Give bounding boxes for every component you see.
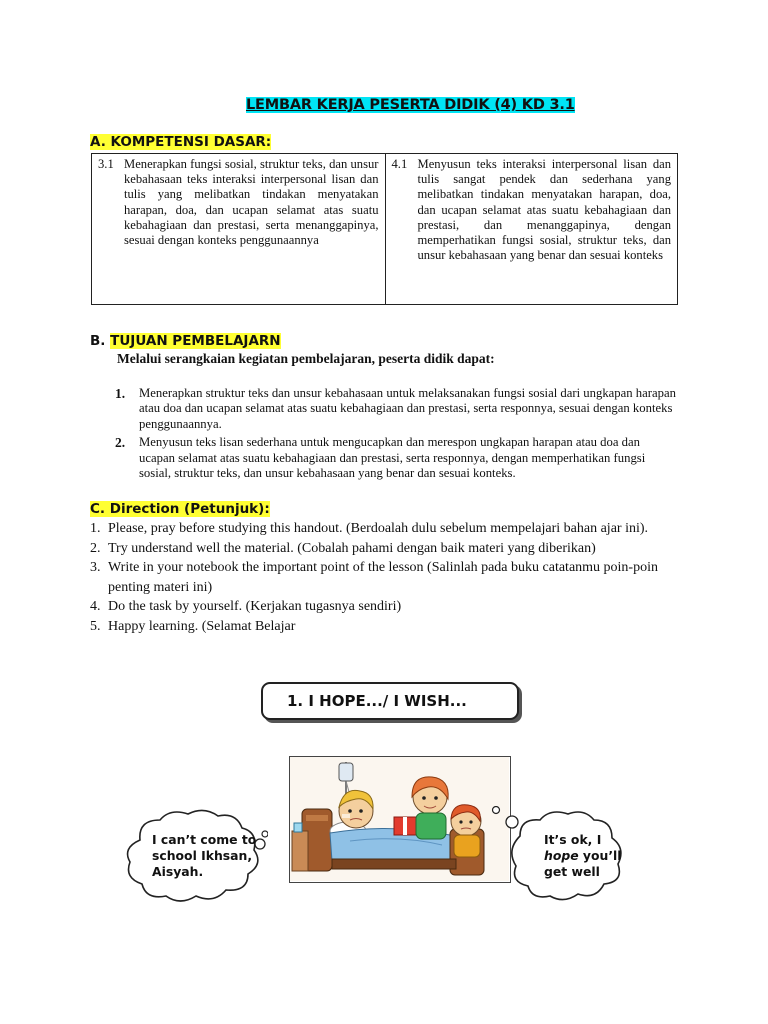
list-text: Try understand well the material. (Cobalah pahami dengan baik materi yang diberikan) (108, 540, 596, 556)
bubble-left-text (152, 832, 256, 880)
list-item (90, 558, 680, 597)
kd-text: Menerapkan fungsi sosial, struktur teks, dan unsur kebahasaan teks interaksi interpersonal lisan dan tulis yang melibatkan tindakan menyatakan harapan, doa, dan ucapan selamat atas suatu kebahagiaan dan prestasi, serta menanggapinya, sesuai dengan konteks penggunaannya (124, 157, 379, 248)
bubble-line: I can’t come to (152, 832, 257, 847)
kompetensi-dasar-table (91, 153, 678, 305)
topic-box (261, 682, 519, 720)
bubble-line: school Ikhsan, (152, 848, 253, 863)
list-number: 2. (115, 435, 126, 451)
illustration-drawing (290, 757, 509, 881)
objectives-list (115, 386, 678, 484)
bubble-line-rest: you’ll (578, 848, 622, 863)
kd-cell-3-1 (92, 154, 385, 304)
section-a-heading (90, 134, 271, 150)
list-text: Write in your notebook the important point of the lesson (Salinlah pada buku catatanmu poin-poin penting materi ini) (108, 560, 658, 595)
title-text: LEMBAR KERJA PESERTA DIDIK (4) KD 3.1 (246, 97, 575, 113)
section-c-heading (90, 501, 270, 517)
list-number: 2. (90, 540, 101, 556)
list-number: 5. (90, 618, 101, 634)
list-number: 4. (90, 599, 101, 614)
topic-label: 1. I HOPE.../ I WISH... (287, 692, 467, 710)
bubble-italic-word: hope (544, 848, 579, 863)
bubble-line: It’s ok, I (544, 832, 602, 847)
directions-list (90, 519, 680, 636)
thought-bubble-right (480, 806, 630, 906)
worksheet-title (246, 97, 575, 113)
bubble-line: get well (544, 864, 600, 879)
list-text: Please, pray before studying this handout. (Berdoalah dulu sebelum mempelajari bahan ajar ini). (108, 521, 649, 536)
section-a-heading-text: A. KOMPETENSI DASAR: (90, 134, 272, 150)
bubble-right-text (544, 832, 622, 880)
kd-number: 4.1 (391, 157, 408, 171)
list-text: Do the task by yourself. (Kerjakan tugasnya sendiri) (108, 599, 402, 614)
list-text: Menerapkan struktur teks dan unsur kebahasaan untuk melaksanakan fungsi sosial dari ungkapan harapan atau doa dan ucapan selamat atas suatu kebahagiaan dan prestasi, serta responnya, sesuai dengan konteks penggunaannya. (139, 386, 676, 431)
list-item (115, 435, 678, 481)
list-number: 1. (90, 521, 101, 536)
section-c-heading-text: C. Direction (Petunjuk): (90, 501, 270, 517)
section-b-heading (90, 333, 281, 349)
list-number: 1. (115, 386, 126, 401)
thought-bubble-left (118, 806, 268, 906)
kd-number: 3.1 (98, 157, 114, 171)
list-item (115, 386, 678, 432)
bubble-line (544, 848, 622, 864)
objectives-intro: Melalui serangkaian kegiatan pembelajaran, peserta didik dapat: (117, 351, 495, 366)
list-text: Menyusun teks lisan sederhana untuk mengucapkan dan merespon ungkapan harapan atau doa dan ucapan selamat atas suatu kebahagiaan dan prestasi, serta responnya, dengan memperhatikan fungsi sosial, struktur teks, dan unsur kebahasaan yang benar dan sesuai konteks. (139, 435, 646, 481)
bubble-line: Aisyah. (152, 864, 204, 879)
list-item (90, 597, 680, 617)
list-item (90, 539, 680, 559)
list-text: Happy learning. (Selamat Belajar (108, 618, 296, 634)
section-b-heading-text: TUJUAN PEMBELAJARN (110, 333, 281, 349)
list-item (90, 519, 680, 539)
list-item (90, 617, 680, 637)
list-number: 3. (90, 560, 101, 575)
kd-cell-4-1 (385, 154, 678, 304)
sick-child-illustration (289, 756, 511, 883)
section-b-prefix: B. (90, 333, 106, 349)
kd-text: Menyusun teks interaksi interpersonal lisan dan tulis sangat pendek dan sederhana yang melibatkan tindakan menyatakan harapan, doa, dan ucapan selamat atas suatu kebahagiaan dan prestasi, dan menanggapinya, dengan memperhatikan fungsi sosial, struktur teks, dan unsur kebahasaan yang benar dan sesuai konteks (417, 157, 671, 263)
